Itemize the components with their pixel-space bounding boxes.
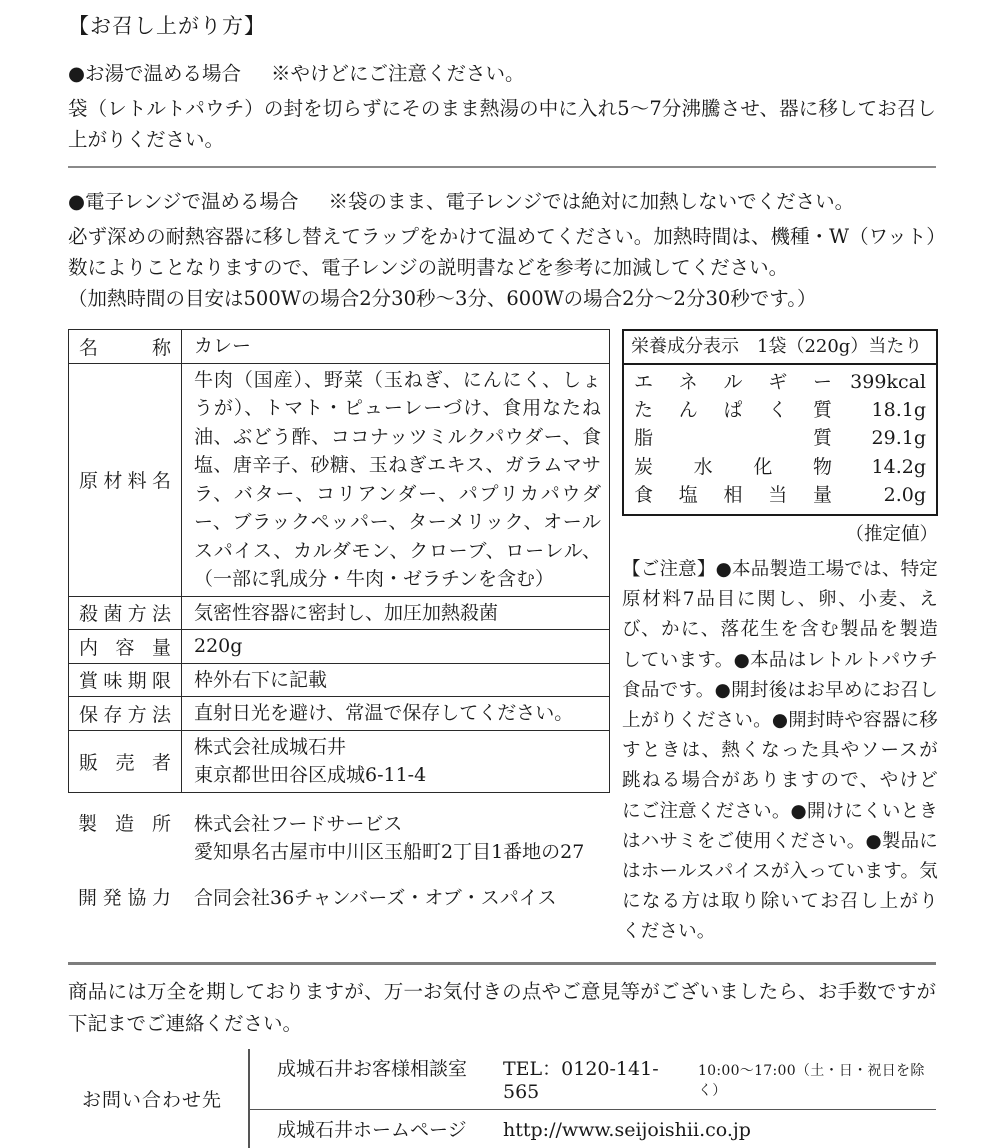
development-value: 合同会社36チャンバーズ・オブ・スパイス (194, 886, 557, 909)
nutrition-row-salt (624, 481, 936, 509)
nutrition-label-energy: エネルギー (634, 371, 832, 393)
row-value-name: カレー (182, 330, 610, 364)
section-divider (68, 166, 936, 168)
nutrition-header: 栄養成分表示 1袋（220g）当たり (624, 331, 936, 365)
row-label-seller: 販売者 (69, 730, 182, 792)
table-row-best-before (69, 663, 610, 697)
hot-water-section-heading (68, 58, 936, 86)
contact-row-website (250, 1109, 936, 1148)
nutrition-row-carbohydrate (624, 453, 936, 481)
contact-service-name: 成城石井お客様相談室 (277, 1057, 468, 1080)
row-label-best-before: 賞味期限 (69, 663, 182, 697)
microwave-section-heading (68, 186, 936, 214)
contact-label: お問い合わせ先 (82, 1088, 223, 1111)
microwave-caution-note: ※袋のまま、電子レンジでは絶対に加熱しないでください。 (328, 190, 855, 213)
contact-row-phone (250, 1049, 936, 1109)
table-row-ingredients (69, 363, 610, 596)
row-label-sterilization: 殺菌方法 (69, 596, 182, 630)
row-label-net-content: 内容量 (69, 630, 182, 664)
nutrition-value-carbohydrate: 14.2g (871, 455, 926, 478)
hot-water-heading: ●お湯で温める場合 (68, 62, 242, 85)
nutrition-label-salt: 食塩相当量 (634, 483, 832, 506)
row-value-net-content: 220g (182, 630, 610, 664)
manufacturer-address: 愛知県名古屋市中川区玉船町2丁目1番地の27 (194, 841, 585, 863)
row-label-ingredients: 原材料名 (69, 363, 182, 596)
contact-homepage-url: http://www.seijoishii.co.jp (503, 1118, 751, 1141)
nutrition-value-fat: 29.1g (871, 427, 926, 450)
nutrition-estimate-note: （推定値） (845, 524, 938, 546)
development-row (68, 884, 610, 913)
hot-water-caution-note: ※やけどにご注意ください。 (271, 62, 525, 85)
nutrition-value-salt: 2.0g (883, 483, 926, 506)
row-value-storage: 直射日光を避け、常温で保存してください。 (182, 697, 610, 731)
row-value-seller (182, 730, 610, 792)
table-row-seller (69, 730, 610, 792)
microwave-instructions: 必ず深めの耐熱容器に移し替えてラップをかけて温めてください。加熱時間は、機種・W（ワット）数によりことなりますので、電子レンジの説明書などを参考に加減してください。 (68, 225, 936, 279)
nutrition-row-protein (624, 396, 936, 424)
manufacturer-value (181, 810, 584, 867)
table-row-sterilization (69, 596, 610, 630)
nutrition-caution-column (622, 329, 938, 948)
row-label-storage: 保存方法 (69, 697, 182, 731)
nutrition-facts-box (622, 329, 938, 516)
product-spec-table (68, 329, 610, 793)
contact-phone-number: TEL：0120-141-565 (503, 1057, 659, 1103)
contact-business-hours: 10:00～17:00（土・日・祝日を除く） (697, 1062, 925, 1099)
contact-homepage-name: 成城石井ホームページ (277, 1118, 467, 1141)
footer-divider (68, 962, 936, 965)
seller-company: 株式会社成城石井 (194, 735, 347, 758)
nutrition-label-protein: たんぱく質 (634, 399, 832, 422)
microwave-heading: ●電子レンジで温める場合 (68, 190, 299, 213)
nutrition-row-fat (624, 424, 936, 452)
table-row-name (69, 330, 610, 364)
nutrition-row-energy (624, 368, 936, 396)
contact-block (68, 1049, 936, 1148)
row-value-sterilization: 気密性容器に密封し、加圧加熱殺菌 (182, 596, 610, 630)
label-columns (68, 329, 936, 948)
nutrition-rows (624, 365, 936, 514)
table-row-storage (69, 697, 610, 731)
feedback-paragraph: 商品には万全を期しておりますが、万一お気付きの点やご意見等がございましたら、お手数ですが下記までご連絡ください。 (68, 979, 936, 1035)
caution-paragraph: 【ご注意】●本品製造工場では、特定原材料7品目に関し、卵、小麦、えび、かに、落花生を含む製品を製造しています。●本品はレトルトパウチ食品です。●開封後はお早めにお召し上がりください。●開封時や容器に移すときは、熱くなった具やソースが跳ねる場合がありますので、やけどにご注意ください。●開けにくいときはハサミをご使用ください。●製品にはホールスパイスが入っています。気になる方は取り除いてお召し上がりください。 (622, 559, 938, 943)
nutrition-value-protein: 18.1g (871, 399, 926, 422)
product-spec-column (68, 329, 610, 912)
manufacturer-row (68, 810, 610, 867)
seller-address: 東京都世田谷区成城6-11-4 (194, 764, 427, 786)
row-label-name: 名称 (69, 330, 182, 364)
contact-body (248, 1049, 936, 1148)
row-value-ingredients: 牛肉（国産）、野菜（玉ねぎ、にんにく、しょうが）、トマト・ピューレーづけ、食用なたね油、ぶどう酢、ココナッツミルクパウダー、食塩、唐辛子、砂糖、玉ねぎエキス、ガラムマサラ、バター、コリアンダー、パプリカパウダー、ブラックペッパー、ターメリック、オールスパイス、カルダモン、クローブ、ローレル、（一部に乳成分・牛肉・ゼラチンを含む） (182, 363, 610, 596)
row-value-best-before: 枠外右下に記載 (182, 663, 610, 697)
development-label: 開発協力 (78, 886, 171, 909)
manufacturer-company: 株式会社フードサービス (194, 812, 403, 835)
nutrition-label-fat: 脂質 (634, 427, 832, 450)
manufacturer-label: 製造所 (78, 812, 171, 835)
hot-water-instructions: 袋（レトルトパウチ）の封を切らずにそのまま熱湯の中に入れ5～7分沸騰させ、器に移してお召し上がりください。 (68, 97, 936, 151)
microwave-time-guide: （加熱時間の目安は500Wの場合2分30秒～3分、600Wの場合2分～2分30秒です。） (68, 287, 817, 310)
table-row-net-content (69, 630, 610, 664)
nutrition-value-energy: 399kcal (850, 371, 926, 393)
nutrition-label-carbohydrate: 炭水化物 (634, 455, 832, 478)
page-title: 【お召し上がり方】 (68, 14, 266, 38)
